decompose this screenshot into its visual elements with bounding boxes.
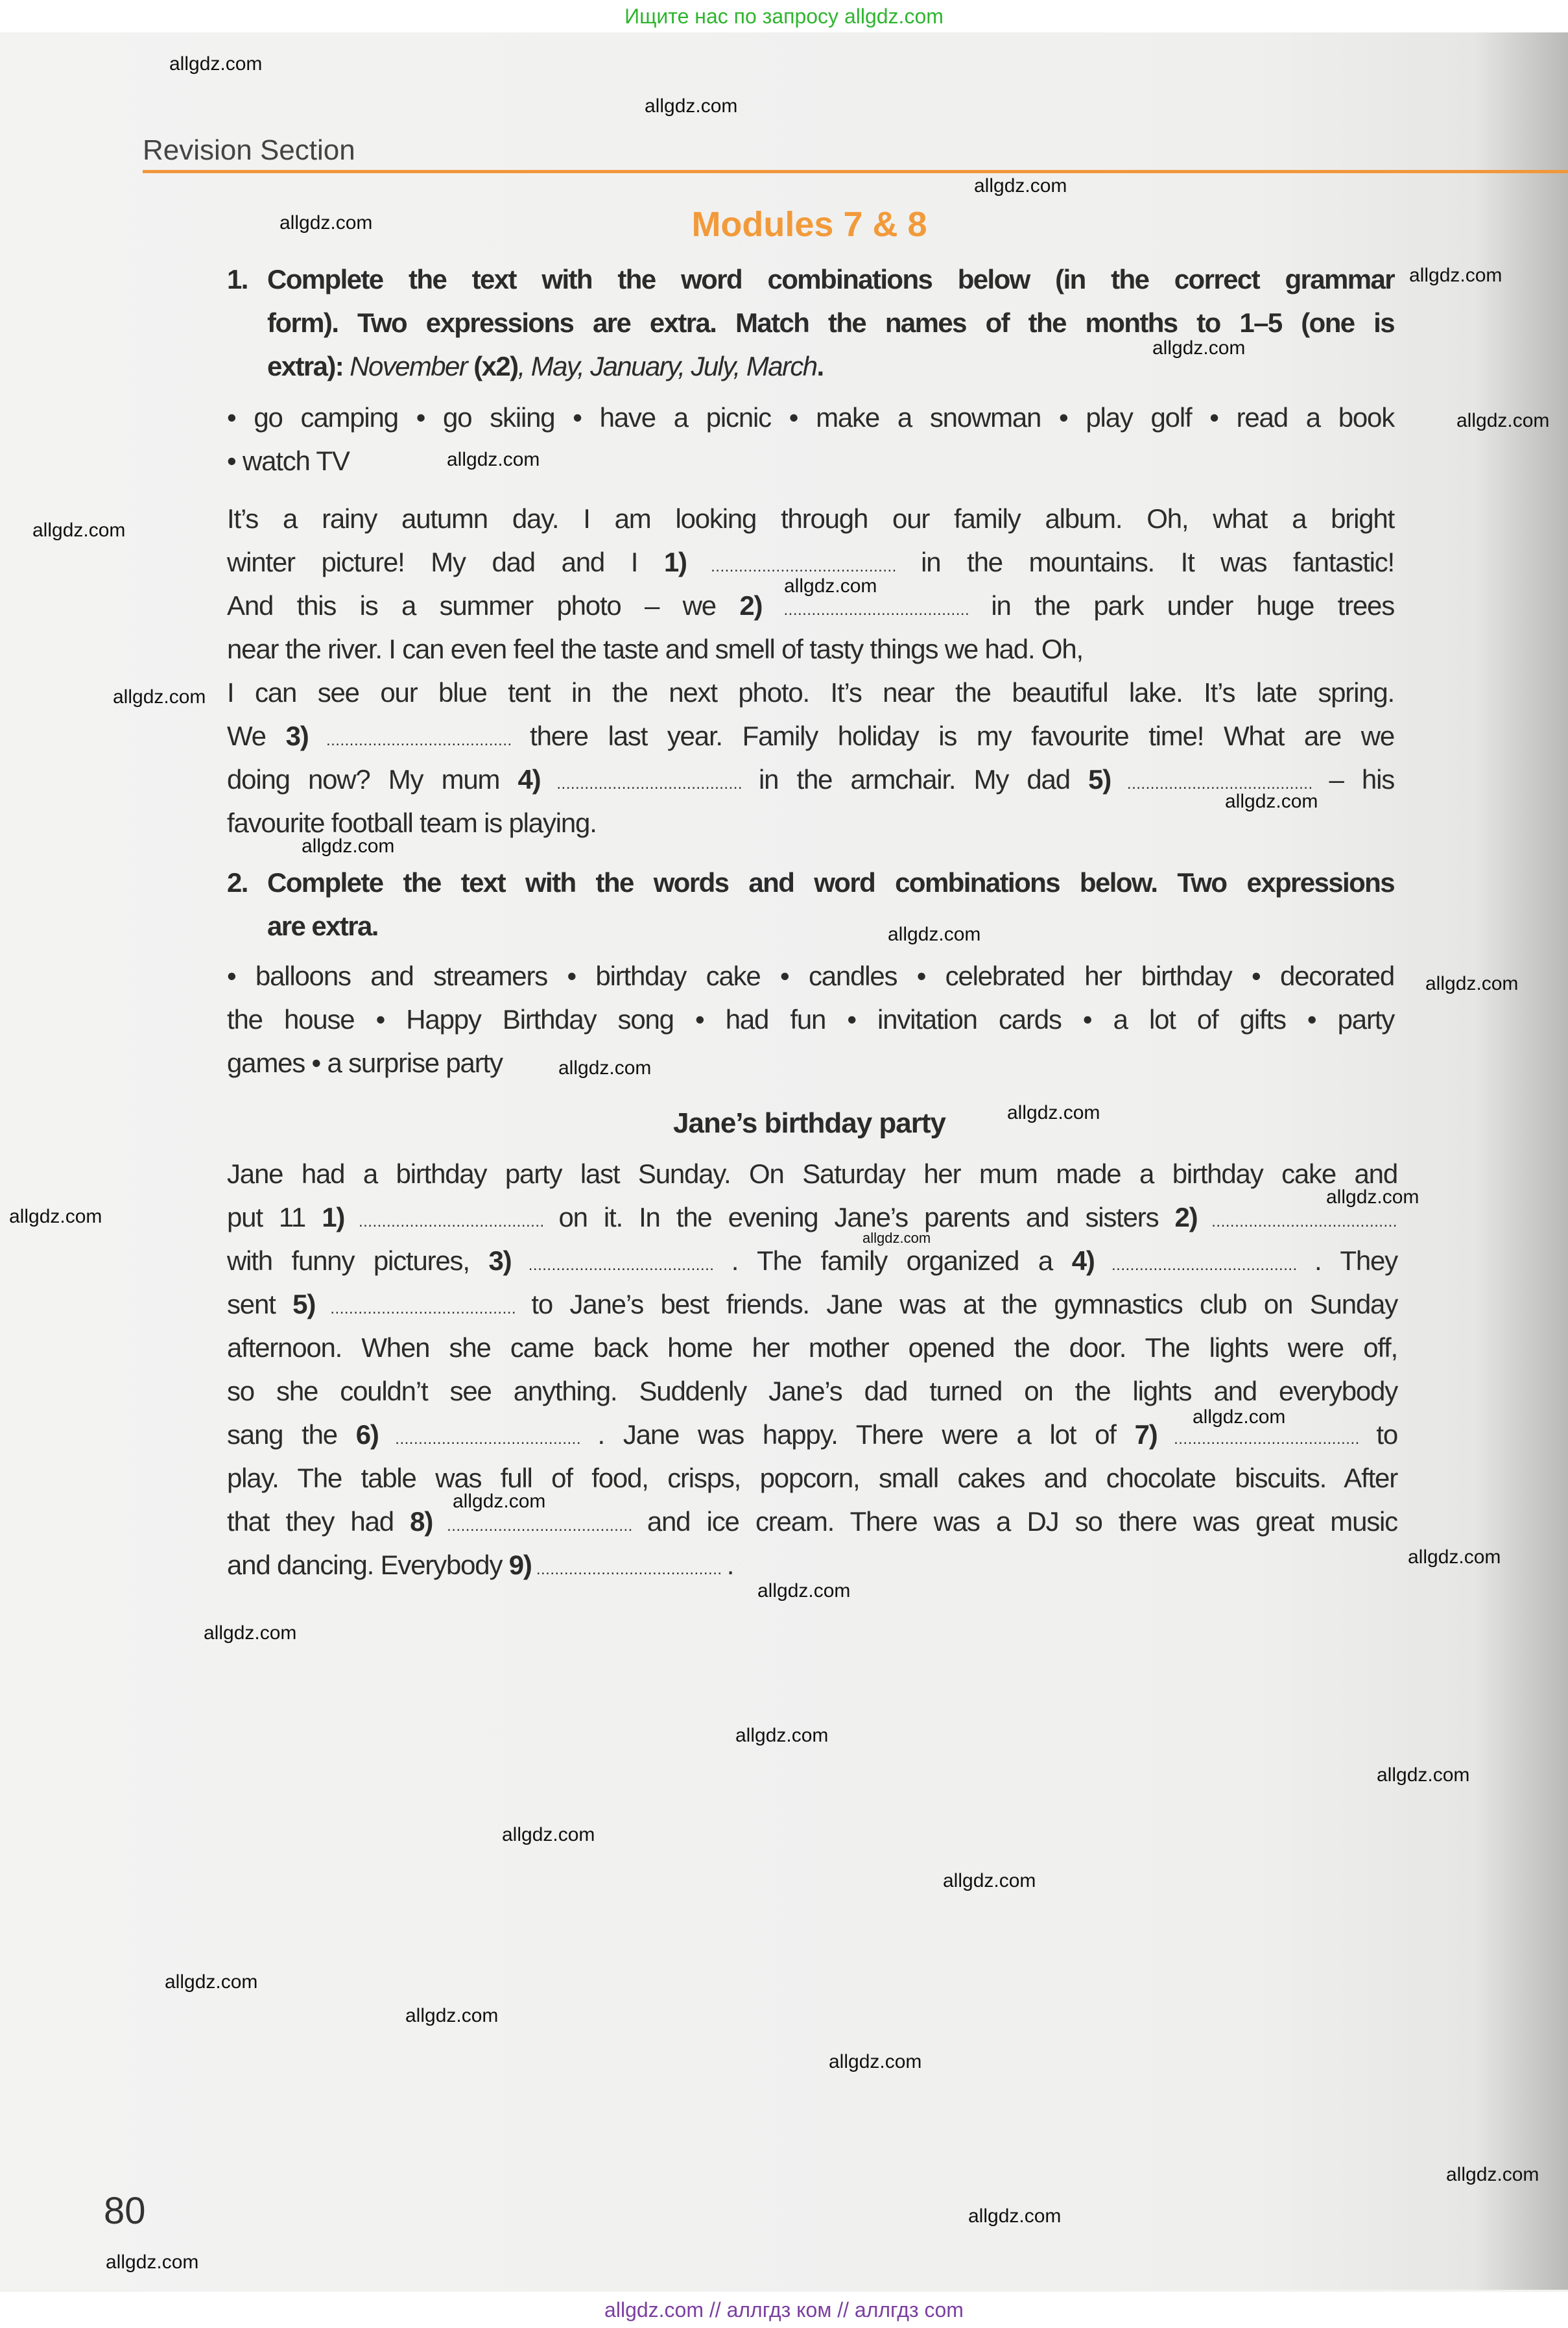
answer-blank: ........................................ [1111,775,1329,793]
line-content [227,402,1394,433]
exercise-number: 2. [227,867,248,898]
text-segment: We [227,721,286,751]
text-line [227,758,1394,801]
text-segment: in the armchair. My dad [758,764,1089,795]
ex2-instruction [227,861,1394,948]
text-segment: doing now? My mum [227,764,518,795]
watermark: allgdz.com [1007,1102,1100,1123]
text-segment: It’s a rainy autumn day. I am looking through our family album. Oh, what a bright [227,503,1394,534]
text-segment: And this is a summer photo – we [227,590,740,621]
text-segment: put 11 [227,1202,322,1232]
text-line [227,258,1394,301]
gap-number: 7) [1134,1419,1158,1450]
text-segment: and dancing. Everybody [227,1550,509,1580]
watermark: allgdz.com [169,53,263,75]
text-segment: sang the [227,1419,356,1450]
text-line [227,861,1394,904]
section-title: Revision Section [143,134,355,166]
text-segment: favourite football team is playing. [227,808,597,838]
ex1-instruction [227,258,1394,388]
story-title-text: Jane’s birthday party [673,1107,945,1139]
line-content [227,446,350,476]
text-segment: and ice cream. There was a DJ so there was great music [647,1506,1397,1537]
watermark: allgdz.com [829,2051,922,2072]
text-segment: November [350,351,474,381]
text-segment: in the park under huge trees [991,590,1394,621]
answer-blank: ........................................ [686,558,921,575]
line-content [227,1048,503,1078]
watermark: allgdz.com [405,2005,499,2026]
line-content [227,1004,1394,1035]
answer-blank: ........................................ [762,601,992,619]
watermark: allgdz.com [757,1580,851,1602]
text-line [227,1239,1397,1282]
text-line [227,1326,1397,1369]
gap-number: 3) [285,721,309,751]
watermark: allgdz.com [1408,1546,1501,1568]
line-content [227,808,597,838]
gap-number: 3) [488,1245,512,1276]
text-segment: extra): [267,351,350,381]
line-content [227,677,1394,708]
text-segment: with funny pictures, [227,1245,489,1276]
line-content [267,867,1394,898]
watermark: allgdz.com [558,1057,652,1079]
text-segment: . Jane was happy. There were a lot of [597,1419,1135,1450]
top-banner: Ищите нас по запросу allgdz.com [0,0,1568,32]
watermark: allgdz.com [32,520,126,541]
gap-number: 4) [1071,1245,1095,1276]
gap-number: 6) [355,1419,379,1450]
watermark: allgdz.com [302,835,395,857]
text-segment: on it. In the evening Jane’s parents and sisters [558,1202,1175,1232]
modules-title-text: Modules 7 & 8 [691,205,927,244]
answer-blank: ........................................ [531,1561,727,1578]
line-content [227,1158,1397,1189]
text-segment: games • a surprise party [227,1048,503,1078]
answer-blank: ........................................ [344,1213,559,1230]
line-content [227,634,1083,664]
gap-number: 2) [1174,1202,1198,1232]
line-content [227,961,1394,991]
text-segment: that they had [227,1506,410,1537]
page-number: 80 [104,2190,146,2232]
watermark: allgdz.com [862,1230,931,1246]
line-content [227,1506,1397,1537]
line-content [227,1289,1397,1319]
answer-blank: ........................................ [1197,1213,1397,1230]
watermark: allgdz.com [974,175,1067,197]
line-content [267,351,824,381]
gap-number: 1) [663,547,687,577]
text-line [227,1500,1397,1543]
answer-blank: ........................................ [1157,1430,1377,1448]
text-segment: near the river. I can even feel the taste and smell of tasty things we had. Oh, [227,634,1083,664]
gap-number: 8) [410,1506,433,1537]
watermark: allgdz.com [1326,1186,1420,1208]
exercise-number: 1. [227,264,248,294]
gap-number: 5) [292,1289,316,1319]
line-content [227,721,1394,751]
ex2-word-bank [227,954,1394,1085]
text-segment: are extra. [267,911,378,941]
ex1-text [227,497,1394,845]
watermark: allgdz.com [1193,1406,1286,1428]
watermark: allgdz.com [9,1206,102,1227]
text-segment: afternoon. When she came back home her mother opened the door. The lights were off, [227,1332,1397,1363]
text-segment: – his [1329,764,1394,795]
text-segment: to Jane’s best friends. Jane was at the gymnastics club on Sunday [531,1289,1397,1319]
text-line [227,497,1394,540]
text-segment: so she couldn’t see anything. Suddenly Jane’s dad turned on the lights and everybody [227,1376,1397,1406]
text-segment: winter picture! My dad and I [227,547,664,577]
answer-blank: ........................................ [308,732,530,749]
watermark: allgdz.com [279,212,373,234]
text-segment: play. The table was full of food, crisps, popcorn, small cakes and chocolate biscuits. After [227,1463,1397,1493]
answer-blank: ........................................ [378,1430,598,1448]
bottom-banner: allgdz.com // аллгдз ком // аллгдз com [0,2292,1568,2328]
story-title [0,1101,1568,1145]
text-segment: to [1376,1419,1397,1450]
text-segment: • watch TV [227,446,350,476]
watermark: allgdz.com [447,449,540,470]
gap-number: 1) [322,1202,345,1232]
line-content [227,1332,1397,1363]
text-line [227,954,1394,998]
line-content [227,1202,1397,1232]
watermark: allgdz.com [204,1622,297,1644]
line-content [227,1376,1397,1406]
text-line [227,1195,1397,1239]
answer-blank: ........................................ [315,1300,532,1317]
ex2-text [227,1152,1397,1587]
line-content [267,911,378,941]
watermark: allgdz.com [106,2251,199,2273]
answer-blank: ........................................ [540,775,759,793]
text-segment: Jane had a birthday party last Sunday. On Saturday her mum made a birthday cake and [227,1158,1397,1189]
watermark: allgdz.com [645,95,738,117]
line-content [227,547,1394,577]
section-divider [143,170,1568,173]
text-line [227,1282,1397,1326]
text-segment: , May, January, July, March [517,351,817,381]
text-segment: the house • Happy Birthday song • had fun • invitation cards • a lot of gifts • party [227,1004,1394,1035]
text-segment: form). Two expressions are extra. Match the names of the months to 1–5 (one is [267,307,1394,338]
watermark: allgdz.com [165,1971,258,1993]
text-line [227,1041,1394,1085]
answer-blank: ........................................ [511,1256,731,1274]
text-segment: . [726,1550,734,1580]
watermark: allgdz.com [1377,1764,1470,1786]
text-line [227,801,1394,845]
answer-blank: ........................................ [433,1517,647,1535]
watermark: allgdz.com [1446,2164,1539,2185]
watermark: allgdz.com [113,686,206,708]
text-segment: in the mountains. It was fantastic! [921,547,1394,577]
text-segment: . They [1314,1245,1397,1276]
text-segment: Complete the text with the words and word combinations below. Two expressions [267,867,1394,898]
modules-title [0,204,1568,245]
line-content [227,1550,733,1580]
watermark: allgdz.com [1152,337,1246,359]
gap-number: 5) [1088,764,1111,795]
text-segment: sent [227,1289,293,1319]
gap-number: 2) [739,590,763,621]
watermark: allgdz.com [888,924,981,945]
line-content [227,503,1394,534]
text-line [227,1152,1397,1195]
watermark: allgdz.com [1225,791,1318,812]
text-segment: . The family organized a [731,1245,1072,1276]
text-line [227,671,1394,714]
watermark: allgdz.com [1409,265,1503,286]
text-segment: • go camping • go skiing • have a picnic • make a snowman • play golf • read a book [227,402,1394,433]
watermark: allgdz.com [1456,410,1550,431]
line-content [227,1245,1397,1276]
watermark: allgdz.com [502,1824,595,1845]
ex1-word-bank [227,396,1394,483]
text-line [227,439,1394,483]
watermark: allgdz.com [943,1870,1036,1891]
watermark: allgdz.com [1425,973,1519,994]
watermark: allgdz.com [784,575,877,597]
watermark: allgdz.com [735,1725,829,1746]
gap-number: 9) [508,1550,532,1580]
text-line [227,627,1394,671]
text-segment: Complete the text with the word combinations below (in the correct grammar [267,264,1394,294]
text-line [227,998,1394,1041]
text-segment: . [816,351,824,381]
line-content [227,764,1394,795]
answer-blank: ........................................ [1094,1256,1315,1274]
text-line [227,1456,1397,1500]
text-line [227,714,1394,758]
text-segment: (x2) [473,351,518,381]
gap-number: 4) [517,764,541,795]
watermark: allgdz.com [968,2205,1062,2227]
text-segment: • balloons and streamers • birthday cake • candles • celebrated her birthday • decorated [227,961,1394,991]
watermark: allgdz.com [453,1491,546,1512]
text-line [227,396,1394,439]
line-content [227,1463,1397,1493]
line-content [267,264,1394,294]
text-line [227,904,1394,948]
line-content [267,307,1394,338]
text-segment: I can see our blue tent in the next photo. It’s near the beautiful lake. It’s late spring. [227,677,1394,708]
text-segment: there last year. Family holiday is my favourite time! What are we [530,721,1395,751]
